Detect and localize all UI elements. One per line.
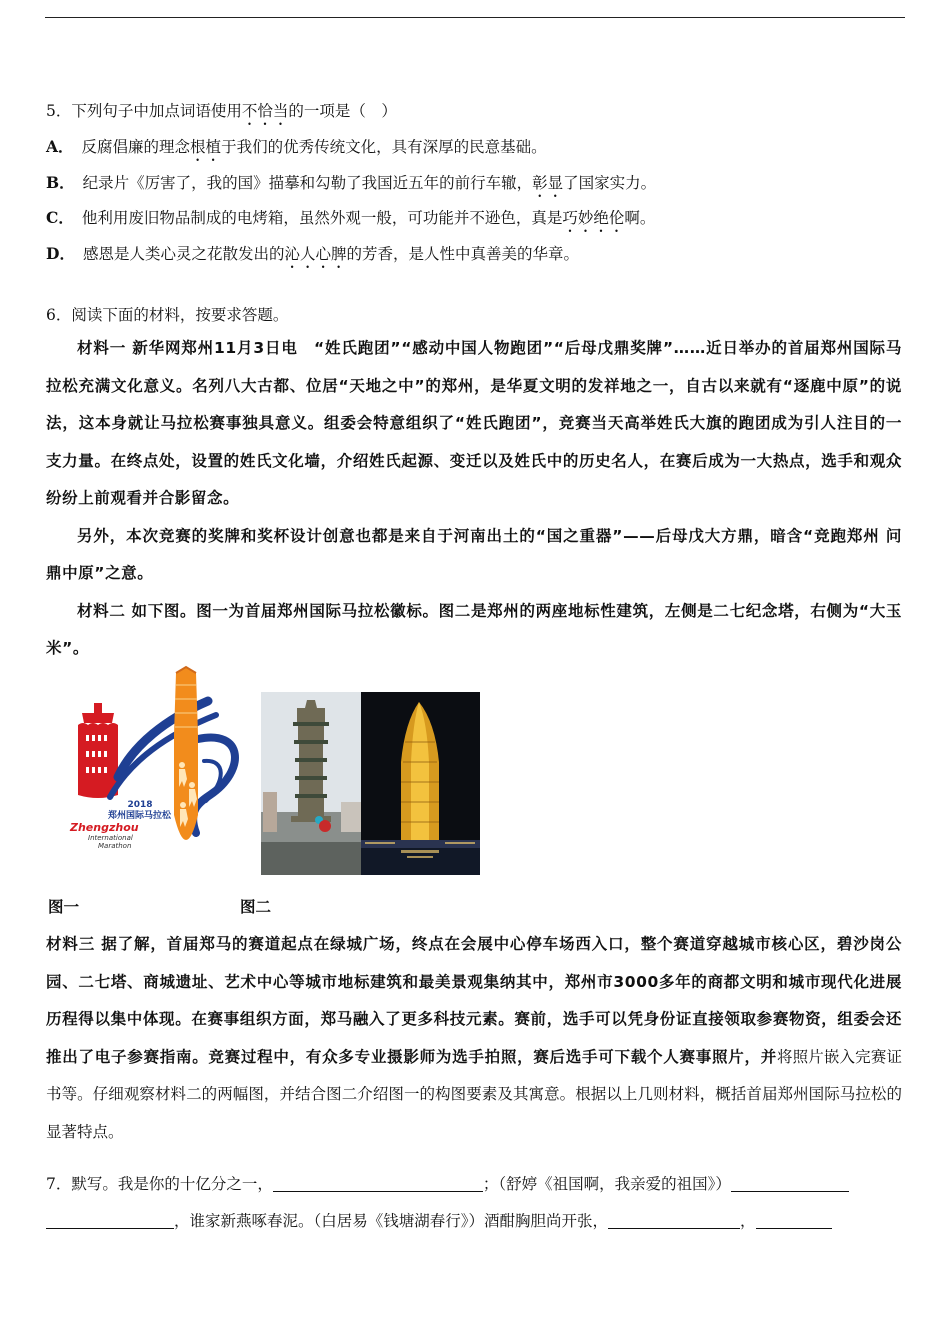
- q6-material-three: [46, 926, 902, 1151]
- figure-two-caption: 图二: [240, 898, 272, 916]
- marathon-logo-figure: [48, 665, 248, 870]
- q5-stem: 5．下列句子中加点词语使用不恰当的一项是（ ）: [46, 102, 397, 120]
- q7-line-2: ，谁家新燕啄春泥。（白居易《钱塘湖春行》）酒酣胸胆尚开张， ，: [46, 1210, 832, 1232]
- header-rule: [45, 17, 905, 18]
- logo-chinese-name: 郑州国际马拉松: [108, 811, 172, 821]
- q5-option-b: B． 纪录片《厉害了，我的国》描摹和勾勒了我国近五年的前行车辙，彰显了国家实力。: [46, 173, 657, 192]
- material-three-bold-text: 材料三 据了解，首届郑马的赛道起点在绿城广场，终点在会展中心停车场西入口，整个赛道穿越城市核心区，碧沙岗公园、二七塔、商城遗址、艺术中心等城市地标建筑和最美景观集纳其中，郑州市3000多年的商都文明和城市现代化进展历程得以集中体现。在赛事组织方面，郑马融入了更多科技元素。赛前，选手可以凭身份证直接领取参赛物资，组委会还推出了电子参赛指南。竞赛过程中，有众多专业摄影师为选手拍照，赛后选手可下载个人赛事照片，并: [46, 935, 902, 1066]
- material-two-para: 材料二 如下图。图一为首届郑州国际马拉松徽标。图二是郑州的两座地标性建筑，左侧是二七纪念塔，右侧为“大玉米”。: [46, 601, 902, 657]
- erqi-tower-photo: [261, 692, 361, 875]
- answer-blank-1[interactable]: [273, 1175, 483, 1192]
- q5-option-d: D． 感恩是人类心灵之花散发出的沁人心脾的芳香，是人性中真善美的华章。: [46, 244, 579, 263]
- answer-blank-2[interactable]: [731, 1175, 849, 1192]
- material-one-para-2: 另外，本次竞赛的奖牌和奖杯设计创意也都是来自于河南出土的“国之重器”——后母戊大方鼎，暗含“竞跑郑州 问鼎中原”之意。: [46, 526, 902, 582]
- yumi-tower-orange-icon: [174, 667, 198, 840]
- answer-blank-4[interactable]: [608, 1212, 740, 1229]
- logo-year: 2018: [127, 800, 153, 810]
- q6-material-one: [46, 330, 902, 668]
- logo-english-line3: Marathon: [98, 842, 132, 850]
- big-corn-tower-photo: [361, 692, 480, 875]
- q5-option-c: C． 他利用废旧物品制成的电烤箱，虽然外观一般，可功能并不逊色，真是巧妙绝伦啊。: [46, 208, 656, 227]
- logo-english-name: Zhengzhou: [70, 821, 139, 834]
- logo-english-line2: International: [88, 834, 133, 842]
- material-one-para-1: 材料一 新华网郑州11月3日电 “姓氏跑团”“感动中国人物跑团”“后母戊鼎奖牌”……近日举办的首届郑州国际马拉松充满文化意义。名列八大古都、位居“天地之中”的郑州，是华夏文明的发祥地之一，自古以来就有“逐鹿中原”的说法，这本身就让马拉松赛事独具意义。组委会特意组织了“姓氏跑团”，竞赛当天高举姓氏大旗的跑团成为引人注目的一支力量。在终点处，设置的姓氏文化墙，介绍姓氏起源、变迁以及姓氏中的历史名人，在赛后成为一大热点，选手和观众纷纷上前观看并合影留念。: [46, 339, 902, 507]
- erqi-tower-red-icon: [78, 703, 118, 798]
- q5-option-a: A． 反腐倡廉的理念根植于我们的优秀传统文化，具有深厚的民意基础。: [46, 137, 547, 156]
- answer-blank-5[interactable]: [756, 1212, 832, 1229]
- answer-blank-3[interactable]: [46, 1212, 174, 1229]
- q6-stem: 6．阅读下面的材料，按要求答题。: [46, 306, 289, 324]
- material-three-question: 将照片嵌入完赛证书等。仔细观察材料二的两幅图，并结合图二介绍图一的构图要素及其寓意。根据以上几则材料，概括首届郑州国际马拉松的显著特点。: [46, 1047, 902, 1141]
- q7-line-1: 7．默写。我是你的十亿分之一， ；（舒婷《祖国啊，我亲爱的祖国》）: [46, 1173, 849, 1195]
- figure-one-caption: 图一: [48, 898, 80, 916]
